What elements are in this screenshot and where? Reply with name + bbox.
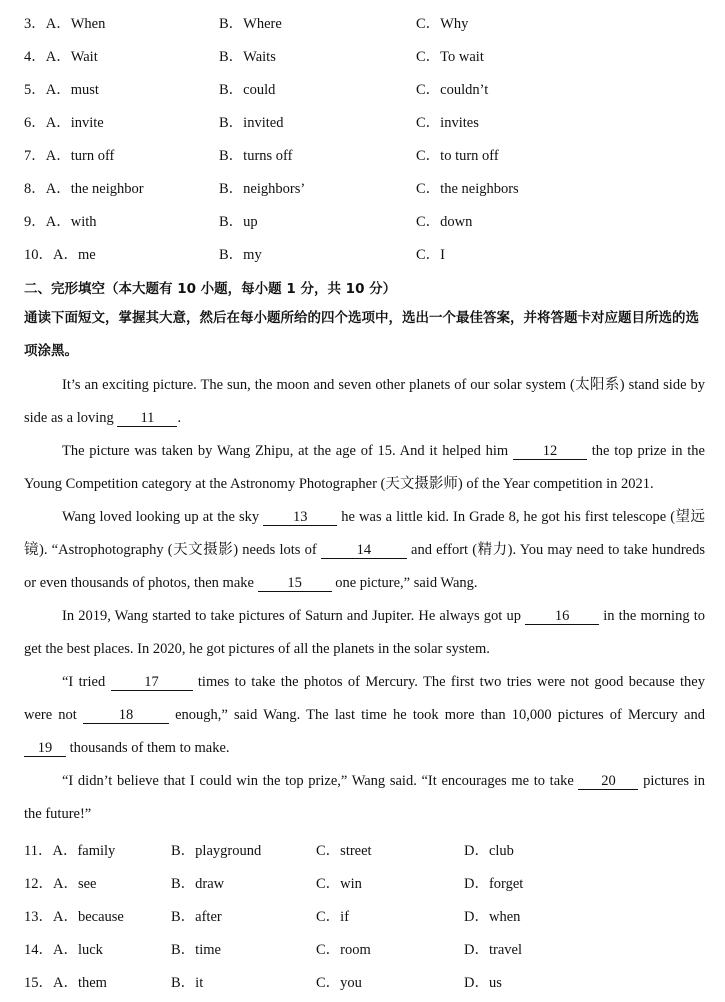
question-row-11 bbox=[24, 839, 715, 861]
blank-16: 16 bbox=[525, 608, 599, 625]
option-b: B．Waits bbox=[219, 49, 276, 65]
question-row-8 bbox=[24, 177, 715, 199]
question-row-12 bbox=[24, 872, 715, 894]
option-a: 7．A．turn off bbox=[24, 148, 115, 164]
option-c: C．win bbox=[316, 876, 362, 892]
section-instructions: 通读下面短文，掌握其大意，然后在每小题所给的四个选项中，选出一个最佳答案，并将答题卡对应题目所选的选项涂黑。 bbox=[24, 310, 699, 359]
passage-paragraph-4: In 2019, Wang started to take pictures of Saturn and Jupiter. He always got up 16 in the morning to get the best places. In 2020, he got pictures of all the planets in the solar system. bbox=[24, 608, 705, 657]
option-a: 15．A．them bbox=[24, 975, 107, 991]
section-heading: 二、完形填空（本大题有 10 小题，每小题 1 分，共 10 分） bbox=[24, 281, 397, 297]
option-c: C．you bbox=[316, 975, 362, 991]
question-row-5 bbox=[24, 78, 715, 100]
option-b: B．it bbox=[171, 975, 204, 991]
blank-19: 19 bbox=[24, 740, 66, 757]
option-b: B．invited bbox=[219, 115, 284, 131]
question-row-4 bbox=[24, 45, 715, 67]
option-b: B．neighbors’ bbox=[219, 181, 306, 197]
passage-paragraph-2: The picture was taken by Wang Zhipu, at the age of 15. And it helped him 12 the top prize in the Young Competition category at the Astronomy Photographer (天文摄影师) of the Year competition in 2021. bbox=[24, 443, 705, 492]
option-c: C．down bbox=[416, 214, 473, 230]
option-a: 10．A．me bbox=[24, 247, 96, 263]
question-row-6 bbox=[24, 111, 715, 133]
blank-14: 14 bbox=[321, 542, 407, 559]
option-a: 5．A．must bbox=[24, 82, 99, 98]
option-a: 12．A．see bbox=[24, 876, 97, 892]
blank-11: 11 bbox=[117, 410, 177, 427]
option-a: 11．A．family bbox=[24, 843, 116, 859]
option-c: C．street bbox=[316, 843, 372, 859]
option-b: B．playground bbox=[171, 843, 262, 859]
option-a: 3．A．When bbox=[24, 16, 106, 32]
option-c: C．if bbox=[316, 909, 350, 925]
blank-13: 13 bbox=[263, 509, 337, 526]
blank-17: 17 bbox=[111, 674, 193, 691]
question-row-13 bbox=[24, 905, 715, 927]
option-c: C．couldn’t bbox=[416, 82, 489, 98]
option-b: B．could bbox=[219, 82, 276, 98]
option-b: B．turns off bbox=[219, 148, 293, 164]
option-d: D．when bbox=[464, 909, 521, 925]
question-row-9 bbox=[24, 210, 715, 232]
option-c: C．to turn off bbox=[416, 148, 499, 164]
blank-20: 20 bbox=[578, 773, 638, 790]
blank-15: 15 bbox=[258, 575, 332, 592]
option-a: 13．A．because bbox=[24, 909, 124, 925]
option-c: C．invites bbox=[416, 115, 479, 131]
option-d: D．travel bbox=[464, 942, 522, 958]
option-a: 4．A．Wait bbox=[24, 49, 98, 65]
option-a: 6．A．invite bbox=[24, 115, 104, 131]
question-row-7 bbox=[24, 144, 715, 166]
question-row-3 bbox=[24, 12, 715, 34]
option-c: C．To wait bbox=[416, 49, 484, 65]
option-c: C．I bbox=[416, 247, 445, 263]
passage-paragraph-5: “I tried 17 times to take the photos of Mercury. The first two tries were not good because they were not 18 enough,” said Wang. The last time he took more than 10,000 pictures of Mercury and 19 thousands of them to make. bbox=[24, 674, 705, 756]
option-b: B．Where bbox=[219, 16, 282, 32]
option-c: C．Why bbox=[416, 16, 469, 32]
option-d: D．forget bbox=[464, 876, 524, 892]
option-b: B．up bbox=[219, 214, 258, 230]
passage-paragraph-3: Wang loved looking up at the sky 13 he was a little kid. In Grade 8, he got his first telescope (望远镜). “Astrophotography (天文摄影) needs lots of 14 and effort (精力). You may need to take hundreds or even thousands of photos, then make 15 one picture,” said Wang. bbox=[24, 509, 706, 591]
question-row-14 bbox=[24, 938, 715, 960]
option-b: B．after bbox=[171, 909, 222, 925]
option-d: D．club bbox=[464, 843, 514, 859]
blank-18: 18 bbox=[83, 707, 169, 724]
question-row-15 bbox=[24, 971, 715, 993]
option-a: 8．A．the neighbor bbox=[24, 181, 144, 197]
option-d: D．us bbox=[464, 975, 502, 991]
option-b: B．draw bbox=[171, 876, 225, 892]
passage-paragraph-1: It’s an exciting picture. The sun, the moon and seven other planets of our solar system (太阳系) stand side by side as a loving 11 . bbox=[24, 377, 705, 426]
blank-12: 12 bbox=[513, 443, 587, 460]
option-a: 9．A．with bbox=[24, 214, 97, 230]
option-a: 14．A．luck bbox=[24, 942, 103, 958]
passage-paragraph-6: “I didn’t believe that I could win the top prize,” Wang said. “It encourages me to take 20 pictures in the future!” bbox=[24, 773, 705, 822]
question-row-10 bbox=[24, 243, 715, 265]
option-b: B．time bbox=[171, 942, 221, 958]
option-c: C．room bbox=[316, 942, 371, 958]
option-c: C．the neighbors bbox=[416, 181, 519, 197]
option-b: B．my bbox=[219, 247, 262, 263]
